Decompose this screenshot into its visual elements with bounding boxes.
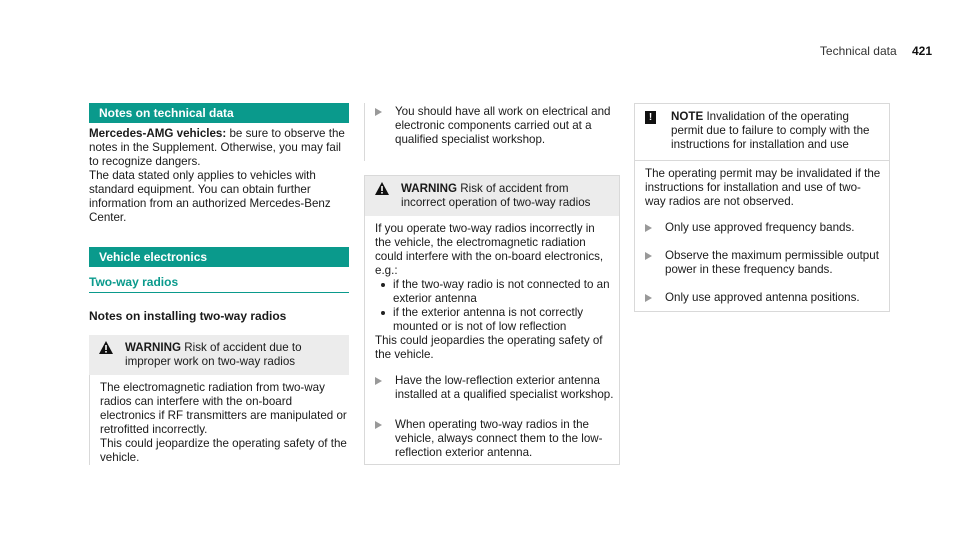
note-text: Invalidation of the operating permit due to failure to comply with the instructions for installation and use bbox=[671, 110, 870, 151]
warning-label: WARNING bbox=[125, 341, 182, 354]
warning-body bbox=[89, 375, 349, 465]
action-item bbox=[635, 247, 889, 283]
action-item bbox=[365, 372, 619, 410]
action-item bbox=[364, 103, 620, 161]
warning-body-para-2: This could jeopardies the operating safety of the vehicle. bbox=[375, 334, 603, 361]
warning-label: WARNING bbox=[401, 182, 458, 195]
vehicle-electronics-heading: Vehicle electronics bbox=[89, 247, 349, 267]
amg-label: Mercedes-AMG vehicles: bbox=[89, 127, 227, 140]
warning-triangle-icon bbox=[99, 341, 113, 354]
note-body bbox=[635, 161, 889, 209]
list-item bbox=[375, 278, 611, 306]
note-header bbox=[635, 104, 889, 161]
warning-body-para-1: The electromagnetic radiation from two-way radios can interfere with the on-board electronics if RF transmitters are manipulated or retrofitted incorrectly. bbox=[100, 381, 347, 436]
action-arrow-icon bbox=[375, 377, 382, 385]
action-item bbox=[635, 289, 889, 311]
warning-box-2 bbox=[364, 175, 620, 465]
bullet-text: if the two-way radio is not connected to an exterior antenna bbox=[393, 278, 610, 305]
warning-body-para-2: This could jeopardize the operating safety of the vehicle. bbox=[100, 437, 347, 464]
bullet-icon bbox=[381, 311, 385, 315]
warning-body-para-1: If you operate two-way radios incorrectly in the vehicle, the electromagnetic radiation could interfere with the on-board electronics, e.g.: bbox=[375, 222, 604, 277]
note-body-para: The operating permit may be invalidated if the instructions for installation and use of two-way radios are not observed. bbox=[645, 167, 881, 208]
action-text: Only use approved antenna positions. bbox=[665, 291, 860, 304]
action-item bbox=[635, 219, 889, 241]
list-item bbox=[375, 306, 611, 334]
amg-paragraph bbox=[89, 127, 349, 169]
section-title: Technical data bbox=[819, 44, 897, 58]
warning-triangle-icon bbox=[375, 182, 389, 195]
standard-equipment-paragraph: The data stated only applies to vehicles with standard equipment. You can obtain further information from an authorized Mercedes-Benz Center. bbox=[89, 169, 331, 224]
column-1 bbox=[89, 103, 349, 465]
action-text: Have the low-reflection exterior antenna installed at a qualified specialist workshop. bbox=[395, 374, 614, 401]
installing-radios-title: Notes on installing two-way radios bbox=[89, 309, 287, 323]
action-arrow-icon bbox=[375, 108, 382, 116]
column-3 bbox=[634, 103, 890, 312]
bullet-icon bbox=[381, 283, 385, 287]
warning-box-1 bbox=[89, 335, 349, 465]
action-text: When operating two-way radios in the vehicle, always connect them to the low-reflection exterior antenna. bbox=[395, 418, 603, 459]
warning-header bbox=[365, 176, 619, 216]
warning-text: Risk of accident due to improper work on two-way radios bbox=[125, 341, 302, 368]
action-arrow-icon bbox=[645, 252, 652, 260]
note-label: NOTE bbox=[671, 110, 704, 123]
action-item bbox=[365, 416, 619, 464]
note-exclamation-icon: ! bbox=[645, 111, 656, 124]
action-text: You should have all work on electrical and electronic components carried out at a qualified specialist workshop. bbox=[395, 105, 611, 146]
amg-text: be sure to observe the notes in the Supplement. Otherwise, you may fail to recognize dangers. bbox=[89, 127, 345, 168]
two-way-radios-subheading: Two-way radios bbox=[89, 273, 349, 293]
page-header bbox=[820, 44, 932, 58]
action-arrow-icon bbox=[645, 224, 652, 232]
warning-text: Risk of accident from incorrect operation of two-way radios bbox=[401, 182, 591, 209]
action-text: Observe the maximum permissible output power in these frequency bands. bbox=[665, 249, 879, 276]
action-text: Only use approved frequency bands. bbox=[665, 221, 855, 234]
note-box bbox=[634, 103, 890, 312]
action-arrow-icon bbox=[645, 294, 652, 302]
column-2 bbox=[364, 103, 620, 465]
warning-header bbox=[89, 335, 349, 375]
page-number: 421 bbox=[911, 44, 932, 58]
bullet-text: if the exterior antenna is not correctly mounted or is not of low reflection bbox=[393, 306, 584, 333]
notes-technical-data-heading: Notes on technical data bbox=[89, 103, 349, 123]
warning-body bbox=[365, 216, 619, 362]
action-arrow-icon bbox=[375, 421, 382, 429]
